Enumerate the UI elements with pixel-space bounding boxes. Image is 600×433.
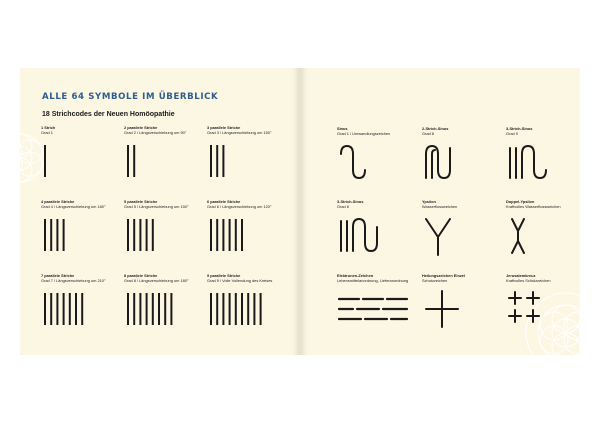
symbol-label [422,199,502,209]
symbol-cell [422,199,502,209]
symbol-cell [506,273,580,283]
right-page [301,68,580,355]
symbol-label [337,126,417,136]
parallel-lines-symbol [210,219,270,253]
symbol-description: Grad 9 / Volle Vollendung des Kreises [207,278,273,283]
jerusalemkreuz-symbol [508,291,542,325]
symbol-cell [337,273,417,283]
symbol-description: Grad 4 / Längsverschiebung um 180° [41,204,106,209]
symbol-description: Wasserflussweichen [422,204,458,209]
symbol-title: 8 parallele Striche [124,273,158,278]
symbol-cell [422,273,502,283]
page-subtitle: 18 Strichcodes der Neuen Homöopathie [42,111,175,118]
symbol-title: 3 parallele Striche [207,125,241,130]
symbol-description: Grad 8 / Längsverschiebung um 180° [124,278,189,283]
barcode-cell [41,125,121,135]
symbol-title: 7 parallele Striche [41,273,75,278]
symbol-description: Lebensmittelanordnung, Lieferanordnung [337,278,409,283]
symbol-description: Grad 5 / Längsverschiebung um 150° [124,204,189,209]
sinus-2-symbol [424,144,454,182]
symbol-description: Grad 6 / Längsverschiebung um 120° [207,204,272,209]
elektronen-symbol [339,295,409,323]
symbol-cell [422,126,502,136]
parallel-lines-symbol [44,145,104,179]
symbol-title: Heilungszeichen Einzel [422,273,466,278]
symbol-label [41,125,121,135]
symbol-description: Grad 2 / Längsverschiebung um 90° [124,130,187,135]
symbol-description: Grad 1 / Umwandlungszeichen [337,131,391,136]
barcode-cell [207,199,287,209]
symbol-label [506,273,580,283]
barcode-cell [124,125,204,135]
symbol-label [506,199,580,209]
barcode-cell [41,199,121,209]
doppel-ypsilon-symbol [508,217,528,255]
page-title: ALLE 64 SYMBOLE IM ÜBERBLICK [42,92,219,102]
symbol-title: 6 parallele Striche [207,199,241,204]
ypsilon-symbol [424,217,454,257]
symbol-description: Grad 1 [41,130,53,135]
symbol-description: Grad 7 / Längsverschiebung um 210° [41,278,106,283]
parallel-lines-symbol [127,219,187,253]
symbol-cell [337,199,417,209]
barcode-cell [124,273,204,283]
symbol-label [124,199,204,209]
barcode-cell [207,125,287,135]
symbol-title: 2 parallele Striche [124,125,158,130]
symbol-description: Grad 8 [337,204,349,209]
symbol-description: Grad 3 / Längsverschiebung um 150° [207,130,272,135]
left-page [20,68,299,355]
symbol-label [207,273,287,283]
symbol-label [207,125,287,135]
symbol-title: Elektronen-Zeichen [337,273,374,278]
symbol-title: 9 parallele Striche [207,273,241,278]
symbol-title: 5 parallele Striche [124,199,158,204]
symbol-cell [506,126,580,136]
symbol-title: Ypsilon [422,199,436,204]
barcode-cell [41,273,121,283]
symbol-description: Kraftvolles Schutzzeichen [506,278,551,283]
parallel-lines-symbol [127,145,187,179]
symbol-label [124,125,204,135]
parallel-lines-symbol [127,293,187,327]
symbol-cell [506,199,580,209]
symbol-title: 1 Strich [41,125,56,130]
symbol-description: Grad 8 [422,131,434,136]
symbol-label [41,199,121,209]
parallel-lines-symbol [210,293,270,327]
parallel-lines-symbol [210,145,270,179]
sinus-3-symbol [508,144,550,182]
symbol-label [41,273,121,283]
symbol-label [422,273,502,283]
kreuz-symbol [424,291,460,327]
symbol-title: Jerusalemkreuz [506,273,536,278]
symbol-label [337,273,417,283]
symbol-description: Schutzzeichen [422,278,448,283]
symbol-label [506,126,580,136]
parallel-lines-symbol [44,293,104,327]
symbol-title: 3-Strich-Sinus [506,126,533,131]
symbol-title: Sinus [337,126,348,131]
parallel-lines-symbol [44,219,104,253]
symbol-title: 3-Strich-Sinus [337,199,364,204]
symbol-label [207,199,287,209]
symbol-cell [337,126,417,136]
symbol-description: Kraftvolles Wasserflussweichen [506,204,561,209]
symbol-title: 4 parallele Striche [41,199,75,204]
symbol-title: Doppel-Ypsilon [506,199,535,204]
book-spread [20,68,580,355]
sinus-3-alt-symbol [339,217,381,255]
symbol-label [422,126,502,136]
symbol-label [124,273,204,283]
symbol-title: 2-Strich-Sinus [422,126,449,131]
symbol-label [337,199,417,209]
barcode-cell [124,199,204,209]
barcode-cell [207,273,287,283]
sinus-1-symbol [339,144,369,182]
symbol-description: Grad 9 [506,131,518,136]
